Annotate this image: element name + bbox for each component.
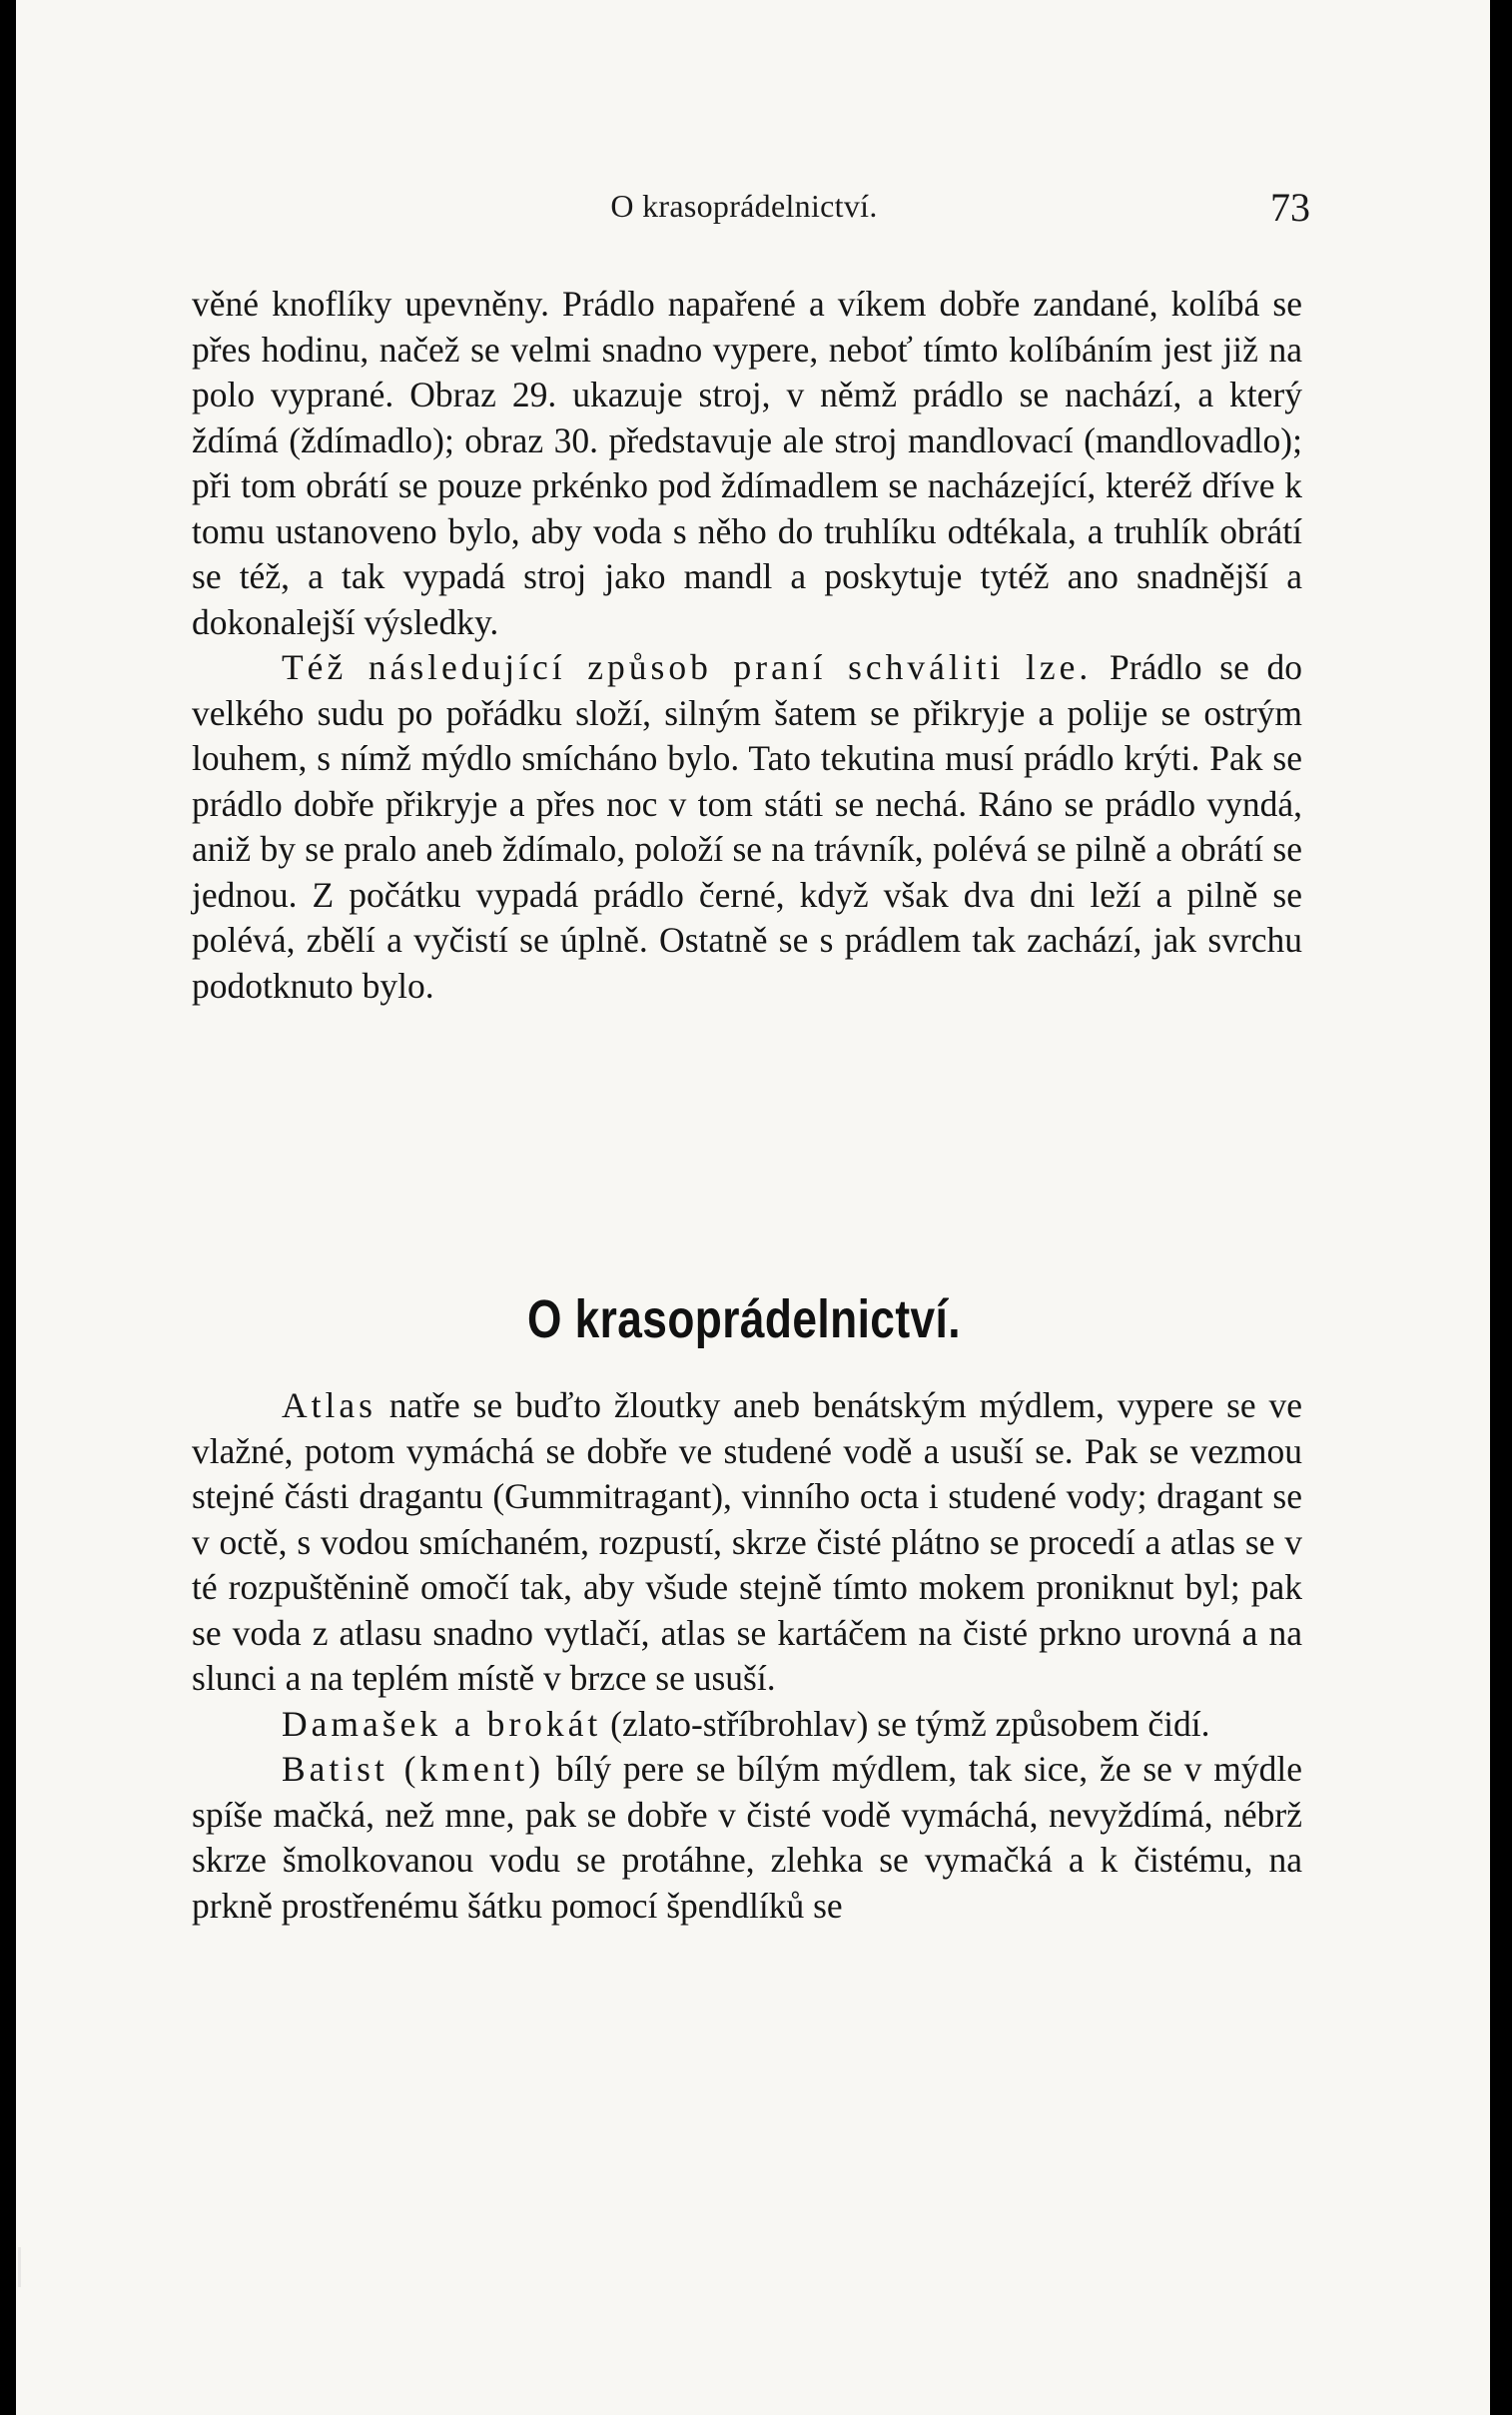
right-scan-edge	[1490, 0, 1512, 2415]
text-block-laundry	[192, 282, 1302, 1009]
page-number: 73	[1270, 185, 1310, 230]
paragraph-body: (zlato-stříbrohlav) se týmž způsobem čidí.	[610, 1703, 1210, 1744]
paragraph-washing-machine: věné knoflíky upevněny. Prádlo napařené a víkem dobře zandané, kolíbá se přes hodinu, načež se velmi snadno vypere, neboť tímto kolíbáním jest již na polo vyprané. Obraz 29. ukazuje stroj, v němž prádlo se nachází, a který ždímá (ždímadlo); obraz 30. představuje ale stroj mandlovací (mandlovadlo); při tom obrátí se pouze prkénko pod ždímadlem se nacházející, kteréž dříve k tomu ustanoveno bylo, aby voda s něho do truhlíku odtékala, a truhlík obrátí se též, a tak vypadá stroj jako mandl a poskytuje tytéž ano snadnější a dokonalejší výsledky.	[192, 284, 1302, 642]
lead-term-batiste: Batist (kment)	[282, 1749, 545, 1789]
running-head: O krasoprádelnictví.	[610, 188, 878, 224]
text-block-fine-laundry	[192, 1383, 1302, 1929]
paragraph-batiste	[192, 1747, 1302, 1929]
left-scan-edge	[0, 0, 16, 2415]
lead-term-damask: Damašek a brokát	[282, 1703, 602, 1744]
page-header	[178, 185, 1310, 232]
lead-phrase: Též následující způsob praní schváliti lze.	[282, 647, 1093, 687]
paragraph-body: natře se buďto žloutky aneb benátským mýdlem, vypere se ve vlažné, potom vymáchá se dobře ve studené vodě a usuší se. Pak se vezmou stejné části dragantu (Gummitragant), vinního octa i studené vody; dragant se v octě, s vodou smíchaném, rozpustí, skrze čisté plátno se procedí a atlas se v té rozpuštěnině omočí tak, aby všude stejně tímto mokem proniknut byl; pak se voda z atlasu snadno vytlačí, atlas se kartáčem na čisté prkno urovná a na slunci a na teplém místě v brzce se usuší.	[192, 1385, 1302, 1698]
paragraph-damask	[192, 1702, 1302, 1748]
paragraph-body: bílý pere se bílým mýdlem, tak sice, že se v mýdle spíše mačká, než mne, pak se dobře v čisté vodě vymáchá, nevyždímá, nébrž skrze šmolkovanou vodu se protáhne, zlehka se vymačká a k čistému, na prkně prostřenému šátku pomocí špendlíků se	[192, 1749, 1303, 1926]
paragraph-body: Prádlo se do velkého sudu po pořádku složí, silným šatem se přikryje a polije se ostrým louhem, s nímž mýdlo smícháno bylo. Tato tekutina musí prádlo krýti. Pak se prádlo dobře přikryje a přes noc v tom státi se nechá. Ráno se prádlo vyndá, aniž by se pralo aneb ždímalo, položí se na trávník, polévá se pilně a obrátí se jednou. Z počátku vypadá prádlo černé, když však dva dni leží a pilně se polévá, zbělí a vyčistí se úplně. Ostatně se s prádlem tak zachází, jak svrchu podotknuto bylo.	[192, 647, 1303, 1006]
section-title: O krasoprádelnictví.	[527, 1289, 961, 1349]
lead-term-atlas: Atlas	[282, 1385, 377, 1425]
paragraph-atlas	[192, 1383, 1302, 1702]
paragraph-lye-method	[192, 645, 1302, 1009]
margin-mark	[18, 2247, 21, 2287]
